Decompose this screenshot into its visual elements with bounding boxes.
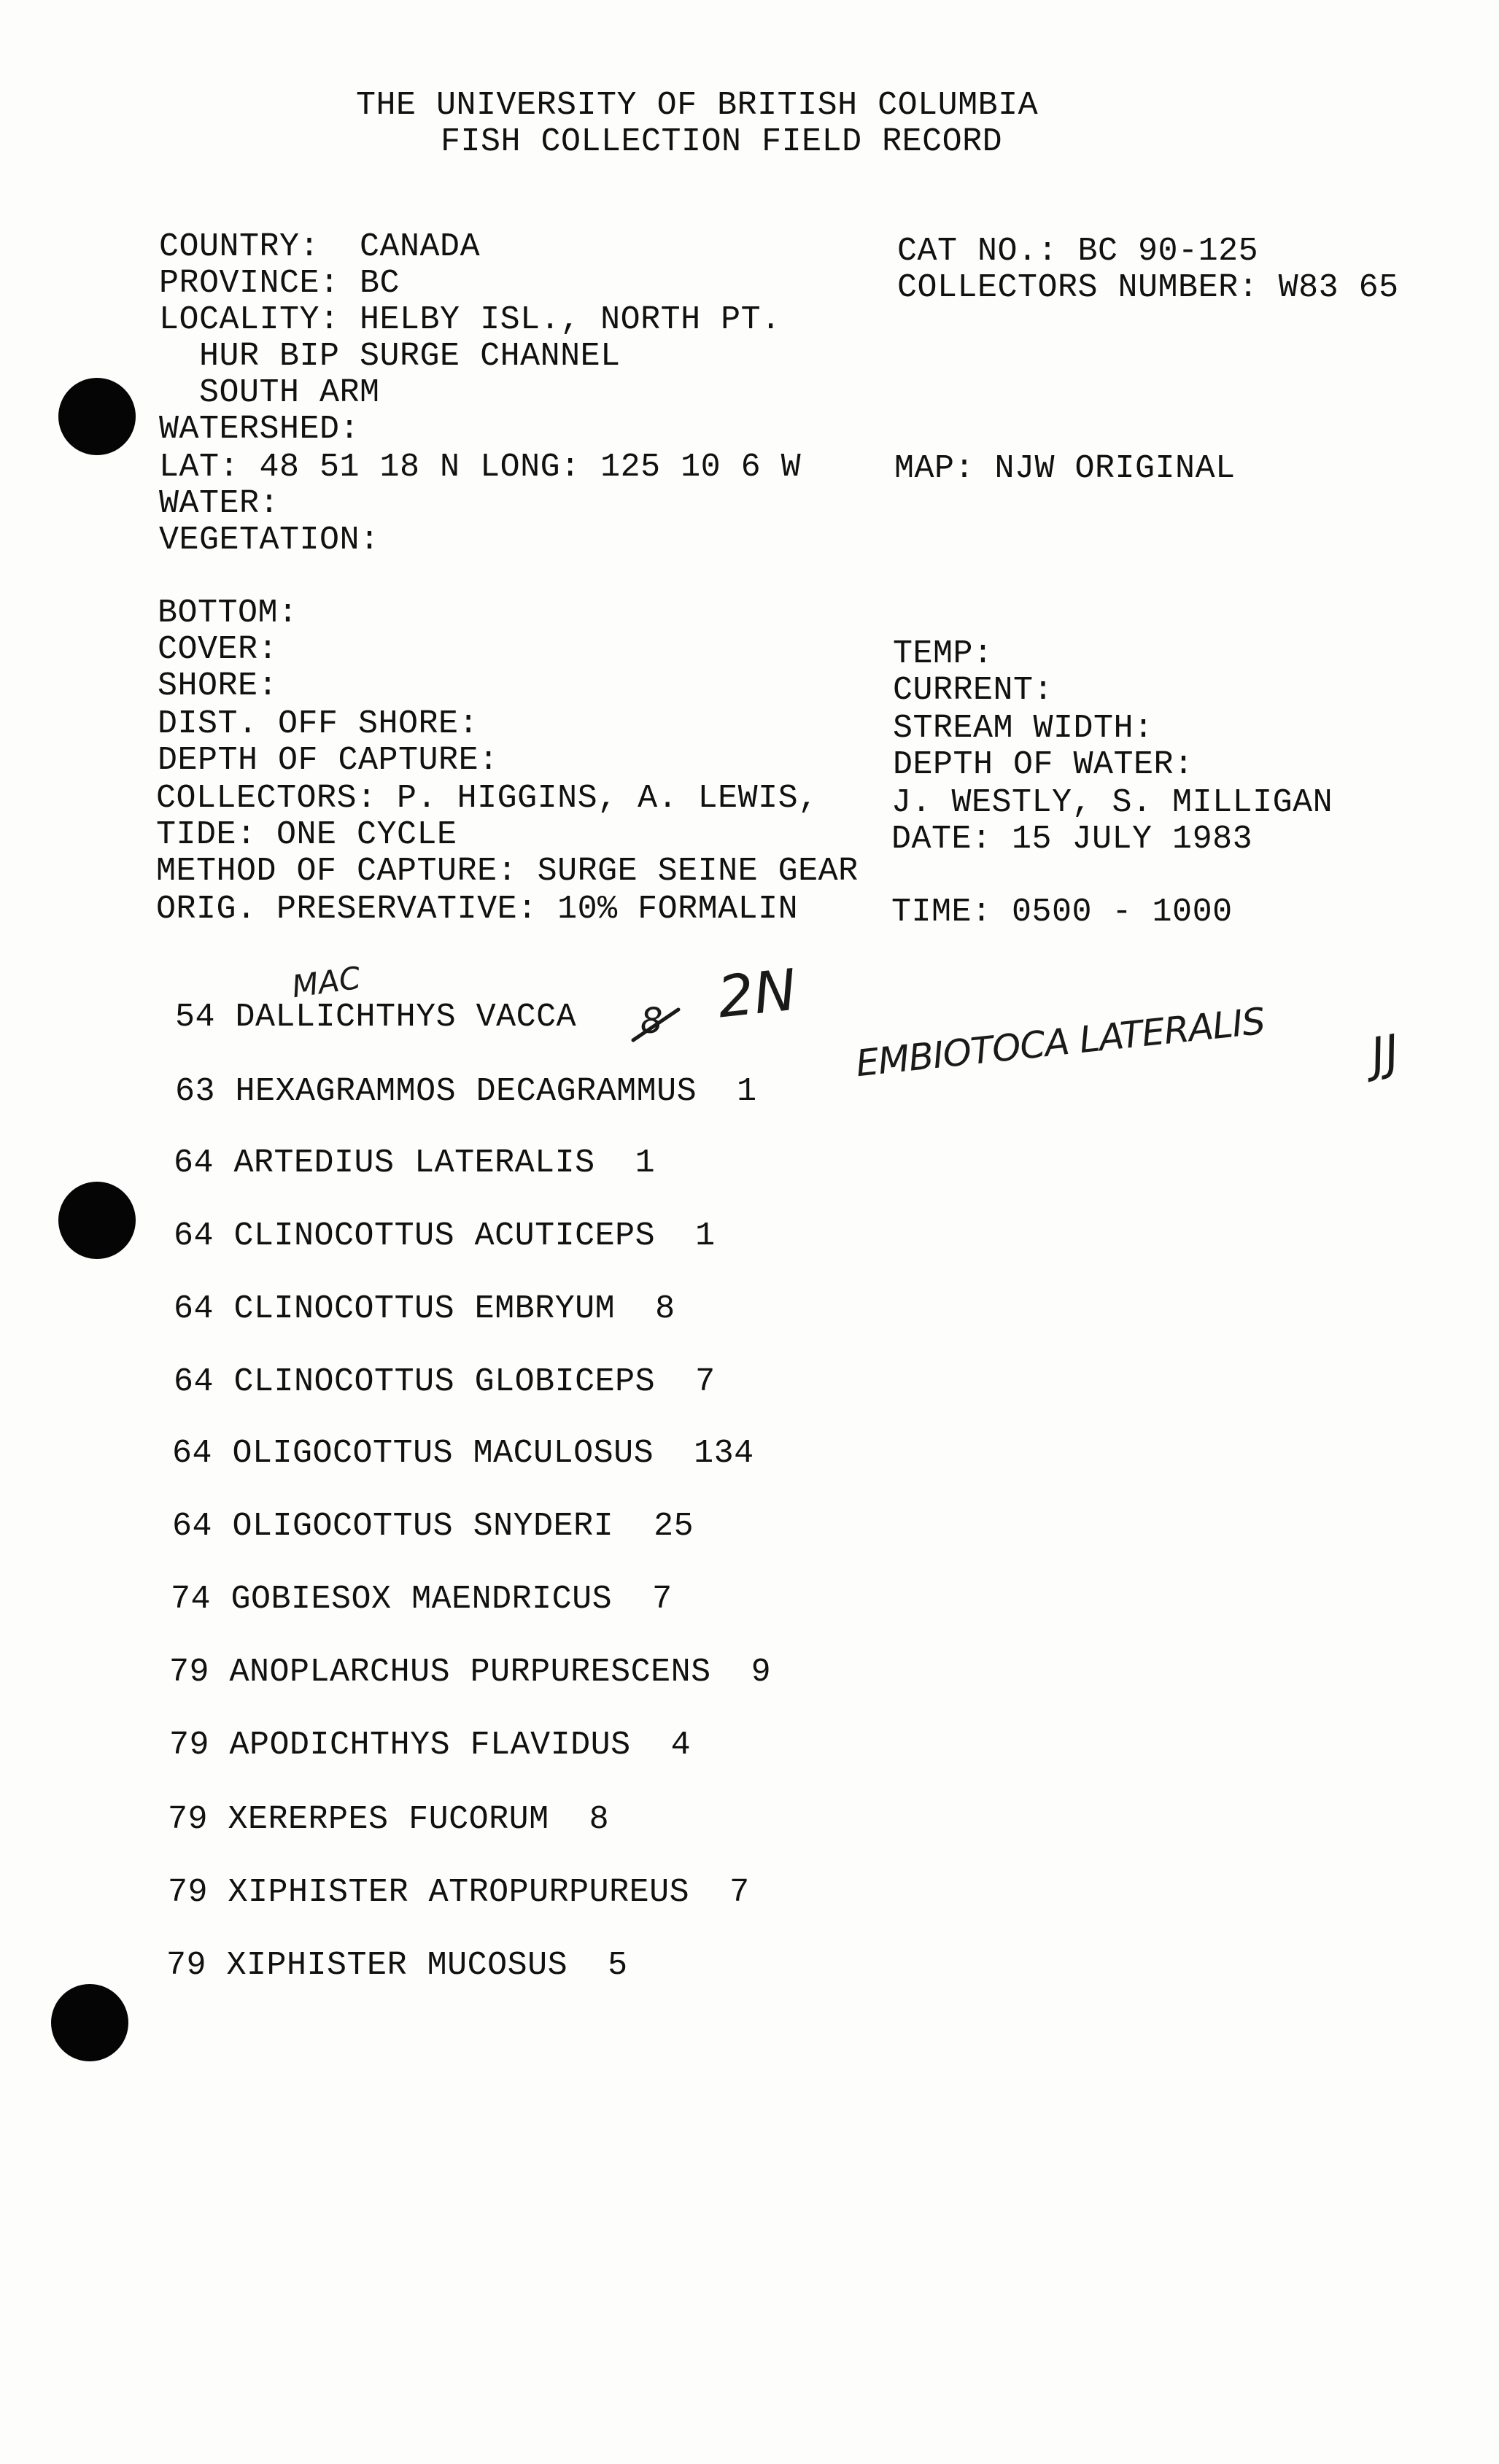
family-code: 79	[169, 1654, 210, 1691]
species-row-5	[174, 1291, 675, 1328]
field-vegetation: VEGETATION:	[159, 522, 380, 559]
field-bottom: BOTTOM:	[158, 594, 298, 632]
field-depth-of-capture: DEPTH OF CAPTURE:	[158, 742, 499, 779]
family-code: 64	[174, 1144, 214, 1182]
species-row-13	[168, 1875, 750, 1911]
family-code: 79	[168, 1874, 209, 1911]
field-collectors-continued: J. WESTLY, S. MILLIGAN	[891, 784, 1333, 821]
species-count: 5	[608, 1947, 628, 1984]
species-name: ARTEDIUS LATERALIS	[233, 1144, 595, 1182]
field-dist-off-shore: DIST. OFF SHORE:	[158, 705, 479, 743]
family-code: 64	[174, 1363, 214, 1400]
species-count: 7	[695, 1363, 716, 1400]
species-row-8	[172, 1508, 694, 1545]
field-collectors-number: COLLECTORS NUMBER: W83 65	[897, 269, 1399, 306]
field-watershed: WATERSHED:	[159, 411, 360, 448]
field-collectors: COLLECTORS: P. HIGGINS, A. LEWIS,	[156, 780, 818, 817]
species-count: 25	[654, 1508, 694, 1545]
family-code: 64	[172, 1508, 213, 1545]
field-cat-no: CAT NO.: BC 90-125	[897, 233, 1259, 270]
family-code: 63	[175, 1073, 216, 1110]
binder-hole-top	[58, 378, 136, 455]
species-row-1	[175, 999, 576, 1036]
species-count: 8	[655, 1290, 675, 1328]
field-method-of-capture: METHOD OF CAPTURE: SURGE SEINE GEAR	[156, 853, 859, 890]
species-count: 7	[652, 1581, 673, 1618]
species-name: DALLICHTHYS VACCA	[235, 999, 577, 1036]
family-code: 64	[174, 1217, 214, 1255]
field-country: COUNTRY: CANADA	[159, 228, 481, 266]
species-count: 8	[589, 1801, 610, 1838]
species-name: ANOPLARCHUS PURPURESCENS	[229, 1654, 711, 1691]
species-name: CLINOCOTTUS GLOBICEPS	[233, 1363, 656, 1400]
field-map: MAP: NJW ORIGINAL	[894, 450, 1236, 487]
field-lat-long: LAT: 48 51 18 N LONG: 125 10 6 W	[159, 449, 802, 486]
species-count: 7	[729, 1874, 750, 1911]
family-code: 54	[175, 999, 216, 1036]
species-count: 1	[635, 1144, 656, 1182]
field-locality-line-2: HUR BIP SURGE CHANNEL	[159, 338, 621, 375]
handwritten-correction-above-name: MAC	[290, 959, 363, 1005]
field-current: CURRENT:	[893, 672, 1054, 709]
species-name: OLIGOCOTTUS MACULOSUS	[232, 1435, 654, 1472]
species-name: XIPHISTER ATROPURPUREUS	[228, 1874, 690, 1911]
family-code: 79	[166, 1947, 207, 1984]
family-code: 79	[169, 1727, 210, 1764]
handwritten-margin-note: EMBIOTOCA LATERALIS	[853, 999, 1267, 1085]
handwritten-margin-note-count: JJ	[1366, 1025, 1403, 1083]
species-row-2	[175, 1074, 757, 1110]
species-name: OLIGOCOTTUS SNYDERI	[232, 1508, 614, 1545]
binder-hole-bottom	[51, 1984, 128, 2061]
species-row-11	[169, 1727, 691, 1764]
field-temp: TEMP:	[893, 635, 993, 673]
species-name: APODICHTHYS FLAVIDUS	[229, 1727, 631, 1764]
species-name: GOBIESOX MAENDRICUS	[231, 1581, 613, 1618]
binder-hole-middle	[58, 1182, 136, 1259]
field-date: DATE: 15 JULY 1983	[891, 821, 1253, 858]
species-row-9	[171, 1581, 673, 1618]
field-cover: COVER:	[158, 631, 279, 668]
species-count: 9	[751, 1654, 772, 1691]
field-locality-line-3: SOUTH ARM	[159, 374, 380, 411]
header-line-1: THE UNIVERSITY OF BRITISH COLUMBIA	[356, 87, 1039, 124]
field-shore: SHORE:	[158, 667, 279, 705]
field-tide: TIDE: ONE CYCLE	[156, 816, 457, 853]
handwritten-new-count: 2N	[714, 957, 800, 1031]
field-orig-preservative: ORIG. PRESERVATIVE: 10% FORMALIN	[156, 891, 799, 928]
handwritten-struck-count: 8	[640, 1001, 663, 1042]
species-row-6	[174, 1364, 716, 1400]
family-code: 64	[174, 1290, 214, 1328]
species-row-12	[168, 1802, 609, 1838]
field-province: PROVINCE: BC	[159, 265, 400, 302]
species-name: XERERPES FUCORUM	[228, 1801, 549, 1838]
family-code: 64	[172, 1435, 213, 1472]
species-name: XIPHISTER MUCOSUS	[226, 1947, 568, 1984]
species-count: 4	[670, 1727, 692, 1764]
species-count: 1	[695, 1217, 716, 1255]
field-water: WATER:	[159, 485, 280, 522]
species-row-7	[172, 1436, 754, 1472]
species-row-14	[166, 1948, 628, 1984]
species-row-3	[174, 1145, 655, 1182]
family-code: 74	[171, 1581, 212, 1618]
species-count: 1	[737, 1073, 757, 1110]
field-locality: LOCALITY: HELBY ISL., NORTH PT.	[159, 301, 781, 338]
field-depth-of-water: DEPTH OF WATER:	[893, 746, 1194, 783]
field-time: TIME: 0500 - 1000	[891, 894, 1233, 931]
species-name: CLINOCOTTUS EMBRYUM	[233, 1290, 616, 1328]
species-row-4	[174, 1218, 716, 1255]
family-code: 79	[168, 1801, 209, 1838]
field-stream-width: STREAM WIDTH:	[893, 710, 1154, 747]
species-row-10	[169, 1654, 771, 1691]
species-name: CLINOCOTTUS ACUTICEPS	[233, 1217, 656, 1255]
header-line-2: FISH COLLECTION FIELD RECORD	[441, 123, 1003, 160]
species-name: HEXAGRAMMOS DECAGRAMMUS	[235, 1073, 697, 1110]
species-count: 134	[694, 1435, 754, 1472]
